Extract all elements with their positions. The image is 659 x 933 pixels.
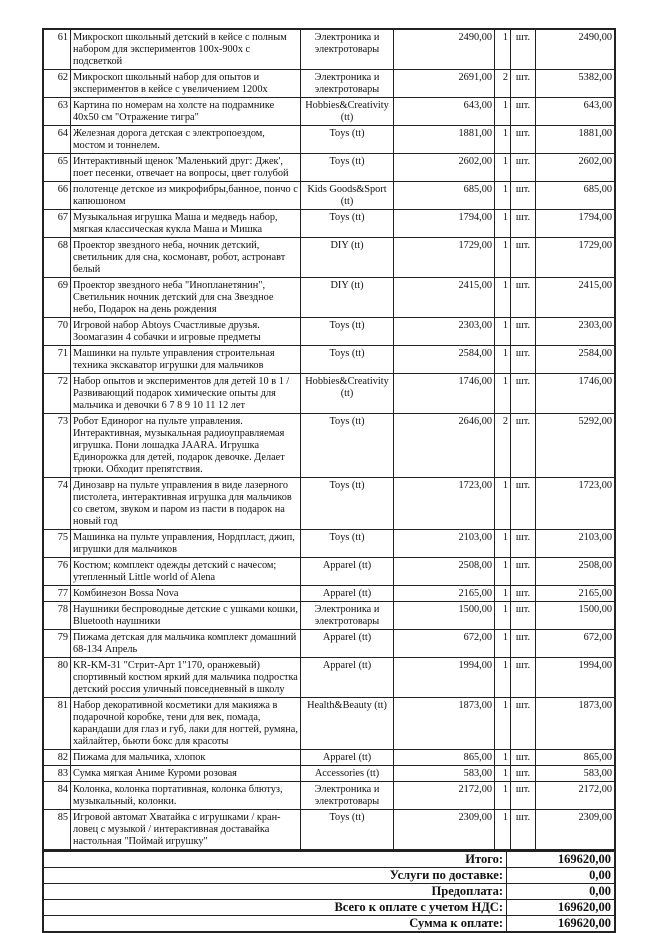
table-row xyxy=(43,750,615,766)
item-description: Проектор звездного неба, ночник детский, светильник для сна, космонавт, робот, астронавт белый xyxy=(71,238,301,278)
table-row xyxy=(43,346,615,374)
table-row xyxy=(43,414,615,478)
row-number: 65 xyxy=(43,154,71,182)
item-quantity: 1 xyxy=(495,154,511,182)
item-unit: шт. xyxy=(511,414,536,478)
item-description: Комбинезон Bossa Nova xyxy=(71,586,301,602)
item-sum: 2165,00 xyxy=(536,586,616,602)
item-unit: шт. xyxy=(511,558,536,586)
item-description: Костюм; комплект одежды детский с начесом; утепленный Little world of Alena xyxy=(71,558,301,586)
item-quantity: 1 xyxy=(495,478,511,530)
item-category: Toys (tt) xyxy=(301,346,394,374)
row-number: 69 xyxy=(43,278,71,318)
item-price: 2508,00 xyxy=(394,558,495,586)
item-price: 643,00 xyxy=(394,98,495,126)
item-description: Картина по номерам на холсте на подрамнике 40х50 см "Отражение тигра" xyxy=(71,98,301,126)
table-row xyxy=(43,558,615,586)
item-quantity: 1 xyxy=(495,182,511,210)
item-unit: шт. xyxy=(511,318,536,346)
item-description: Сумка мягкая Аниме Куроми розовая xyxy=(71,766,301,782)
item-quantity: 1 xyxy=(495,98,511,126)
row-number: 75 xyxy=(43,530,71,558)
item-quantity: 1 xyxy=(495,558,511,586)
item-price: 583,00 xyxy=(394,766,495,782)
item-unit: шт. xyxy=(511,530,536,558)
item-unit: шт. xyxy=(511,374,536,414)
item-category: Toys (tt) xyxy=(301,478,394,530)
totals-value: 0,00 xyxy=(507,884,616,900)
item-unit: шт. xyxy=(511,750,536,766)
item-quantity: 1 xyxy=(495,698,511,750)
totals-value: 169620,00 xyxy=(507,852,616,868)
item-sum: 2415,00 xyxy=(536,278,616,318)
item-description: Пижама детская для мальчика комплект домашний 68-134 Апрель xyxy=(71,630,301,658)
item-quantity: 1 xyxy=(495,658,511,698)
item-quantity: 1 xyxy=(495,750,511,766)
item-price: 1794,00 xyxy=(394,210,495,238)
item-description: Пижама для мальчика, хлопок xyxy=(71,750,301,766)
item-description: полотенце детское из микрофибры,банное, пончо с капюшоном xyxy=(71,182,301,210)
item-category: Toys (tt) xyxy=(301,154,394,182)
table-row xyxy=(43,698,615,750)
item-price: 2103,00 xyxy=(394,530,495,558)
item-quantity: 1 xyxy=(495,602,511,630)
item-sum: 865,00 xyxy=(536,750,616,766)
totals-value: 169620,00 xyxy=(507,916,616,933)
totals-value: 0,00 xyxy=(507,868,616,884)
item-description: Машинка на пульте управления, Нордпласт, джип, игрушки для мальчиков xyxy=(71,530,301,558)
item-quantity: 1 xyxy=(495,210,511,238)
totals-row xyxy=(43,884,615,900)
item-price: 1500,00 xyxy=(394,602,495,630)
row-number: 73 xyxy=(43,414,71,478)
item-category: Электроника и электротовары xyxy=(301,70,394,98)
table-row xyxy=(43,478,615,530)
table-row xyxy=(43,766,615,782)
item-price: 685,00 xyxy=(394,182,495,210)
item-sum: 1881,00 xyxy=(536,126,616,154)
item-category: Kids Goods&Sport (tt) xyxy=(301,182,394,210)
item-price: 1994,00 xyxy=(394,658,495,698)
item-unit: шт. xyxy=(511,766,536,782)
item-price: 1746,00 xyxy=(394,374,495,414)
item-price: 2165,00 xyxy=(394,586,495,602)
item-sum: 643,00 xyxy=(536,98,616,126)
item-price: 2309,00 xyxy=(394,810,495,851)
row-number: 76 xyxy=(43,558,71,586)
item-sum: 2508,00 xyxy=(536,558,616,586)
item-category: DIY (tt) xyxy=(301,278,394,318)
item-unit: шт. xyxy=(511,346,536,374)
item-price: 2415,00 xyxy=(394,278,495,318)
row-number: 70 xyxy=(43,318,71,346)
totals-row xyxy=(43,916,615,933)
item-unit: шт. xyxy=(511,698,536,750)
row-number: 81 xyxy=(43,698,71,750)
totals-label: Всего к оплате с учетом НДС: xyxy=(43,900,507,916)
table-row xyxy=(43,238,615,278)
item-sum: 2303,00 xyxy=(536,318,616,346)
item-sum: 2309,00 xyxy=(536,810,616,851)
table-row xyxy=(43,586,615,602)
invoice-document xyxy=(42,28,616,933)
item-category: Электроника и электротовары xyxy=(301,602,394,630)
row-number: 78 xyxy=(43,602,71,630)
item-sum: 2172,00 xyxy=(536,782,616,810)
row-number: 64 xyxy=(43,126,71,154)
item-price: 1729,00 xyxy=(394,238,495,278)
item-unit: шт. xyxy=(511,586,536,602)
item-quantity: 1 xyxy=(495,278,511,318)
items-table xyxy=(42,28,616,851)
item-sum: 1500,00 xyxy=(536,602,616,630)
item-sum: 1723,00 xyxy=(536,478,616,530)
item-quantity: 1 xyxy=(495,810,511,851)
row-number: 84 xyxy=(43,782,71,810)
item-description: Набор декоративной косметики для макияжа в подарочной коробке, тени для век, помада, карандаши для глаз и губ, лаки для ногтей, румяна, хайлайтер, бьюти бокс для красоты xyxy=(71,698,301,750)
item-sum: 5292,00 xyxy=(536,414,616,478)
table-row xyxy=(43,98,615,126)
table-row xyxy=(43,374,615,414)
row-number: 85 xyxy=(43,810,71,851)
totals-row xyxy=(43,900,615,916)
table-row xyxy=(43,70,615,98)
item-description: Игровой набор Abtoys Счастливые друзья. Зоомагазин 4 собачки и игровые предметы xyxy=(71,318,301,346)
item-quantity: 2 xyxy=(495,70,511,98)
item-sum: 685,00 xyxy=(536,182,616,210)
item-category: Accessories (tt) xyxy=(301,766,394,782)
table-row xyxy=(43,630,615,658)
item-description: Колонка, колонка портативная, колонка блютуз, музыкальный, колонки. xyxy=(71,782,301,810)
item-unit: шт. xyxy=(511,29,536,70)
row-number: 62 xyxy=(43,70,71,98)
item-description: KR-KM-31 "Стрит-Арт 1"170, оранжевый) спортивный костюм яркий для мальчика подростка детский россия уличный повседневный в школу xyxy=(71,658,301,698)
item-category: Hobbies&Creativity (tt) xyxy=(301,374,394,414)
item-quantity: 2 xyxy=(495,414,511,478)
table-row xyxy=(43,154,615,182)
item-description: Железная дорога детская с электропоездом, мостом и тоннелем. xyxy=(71,126,301,154)
totals-table xyxy=(42,851,616,933)
table-row xyxy=(43,278,615,318)
item-category: Health&Beauty (tt) xyxy=(301,698,394,750)
item-price: 1873,00 xyxy=(394,698,495,750)
item-description: Динозавр на пульте управления в виде лазерного пистолета, интерактивная игрушка для мальчиков со светом, звуком и паром из пасти в подарок на новый год xyxy=(71,478,301,530)
item-sum: 2103,00 xyxy=(536,530,616,558)
item-unit: шт. xyxy=(511,810,536,851)
totals-row xyxy=(43,868,615,884)
item-category: Hobbies&Creativity (tt) xyxy=(301,98,394,126)
item-price: 2646,00 xyxy=(394,414,495,478)
item-description: Наушники беспроводные детские с ушками кошки, Bluetooth наушники xyxy=(71,602,301,630)
item-unit: шт. xyxy=(511,98,536,126)
item-sum: 2602,00 xyxy=(536,154,616,182)
item-category: Электроника и электротовары xyxy=(301,29,394,70)
item-description: Микроскоп школьный набор для опытов и экспериментов в кейсе с увеличением 1200х xyxy=(71,70,301,98)
row-number: 68 xyxy=(43,238,71,278)
item-unit: шт. xyxy=(511,478,536,530)
item-category: Apparel (tt) xyxy=(301,586,394,602)
item-quantity: 1 xyxy=(495,126,511,154)
item-quantity: 1 xyxy=(495,374,511,414)
item-sum: 2490,00 xyxy=(536,29,616,70)
table-row xyxy=(43,658,615,698)
item-quantity: 1 xyxy=(495,586,511,602)
row-number: 61 xyxy=(43,29,71,70)
item-description: Микроскоп школьный детский в кейсе с полным набором для экспериментов 100х-900х с подсветкой xyxy=(71,29,301,70)
item-sum: 1873,00 xyxy=(536,698,616,750)
item-category: Toys (tt) xyxy=(301,414,394,478)
table-row xyxy=(43,810,615,851)
item-description: Музыкальная игрушка Маша и медведь набор, мягкая классическая кукла Маша и Мишка xyxy=(71,210,301,238)
row-number: 63 xyxy=(43,98,71,126)
row-number: 71 xyxy=(43,346,71,374)
item-unit: шт. xyxy=(511,658,536,698)
item-category: Toys (tt) xyxy=(301,318,394,346)
item-description: Игровой автомат Хватайка с игрушками / кран-ловец с музыкой / интерактивная доставайка настольная "Поймай игрушку" xyxy=(71,810,301,851)
table-row xyxy=(43,318,615,346)
item-unit: шт. xyxy=(511,602,536,630)
row-number: 80 xyxy=(43,658,71,698)
item-sum: 1729,00 xyxy=(536,238,616,278)
totals-label: Итого: xyxy=(43,852,507,868)
item-quantity: 1 xyxy=(495,29,511,70)
row-number: 79 xyxy=(43,630,71,658)
table-row xyxy=(43,782,615,810)
item-price: 1881,00 xyxy=(394,126,495,154)
row-number: 72 xyxy=(43,374,71,414)
item-price: 672,00 xyxy=(394,630,495,658)
item-price: 2172,00 xyxy=(394,782,495,810)
item-sum: 2584,00 xyxy=(536,346,616,374)
item-quantity: 1 xyxy=(495,346,511,374)
row-number: 82 xyxy=(43,750,71,766)
totals-label: Сумма к оплате: xyxy=(43,916,507,933)
item-quantity: 1 xyxy=(495,782,511,810)
table-row xyxy=(43,126,615,154)
item-unit: шт. xyxy=(511,278,536,318)
item-unit: шт. xyxy=(511,210,536,238)
item-price: 2691,00 xyxy=(394,70,495,98)
item-unit: шт. xyxy=(511,70,536,98)
item-category: Apparel (tt) xyxy=(301,750,394,766)
table-row xyxy=(43,602,615,630)
totals-label: Услуги по доставке: xyxy=(43,868,507,884)
item-category: Apparel (tt) xyxy=(301,658,394,698)
item-unit: шт. xyxy=(511,782,536,810)
item-sum: 672,00 xyxy=(536,630,616,658)
row-number: 83 xyxy=(43,766,71,782)
item-category: Toys (tt) xyxy=(301,210,394,238)
item-category: Toys (tt) xyxy=(301,810,394,851)
row-number: 66 xyxy=(43,182,71,210)
item-unit: шт. xyxy=(511,126,536,154)
item-category: Toys (tt) xyxy=(301,126,394,154)
item-price: 2584,00 xyxy=(394,346,495,374)
item-quantity: 1 xyxy=(495,530,511,558)
item-category: Электроника и электротовары xyxy=(301,782,394,810)
item-description: Интерактивный щенок 'Маленький друг: Джек', поет песенки, отвечает на вопросы, цвет голубой xyxy=(71,154,301,182)
item-category: Apparel (tt) xyxy=(301,558,394,586)
row-number: 77 xyxy=(43,586,71,602)
item-unit: шт. xyxy=(511,630,536,658)
totals-label: Предоплата: xyxy=(43,884,507,900)
table-row xyxy=(43,182,615,210)
item-price: 1723,00 xyxy=(394,478,495,530)
item-quantity: 1 xyxy=(495,238,511,278)
item-price: 2602,00 xyxy=(394,154,495,182)
item-price: 2490,00 xyxy=(394,29,495,70)
item-sum: 1746,00 xyxy=(536,374,616,414)
item-sum: 583,00 xyxy=(536,766,616,782)
table-row xyxy=(43,530,615,558)
item-category: DIY (tt) xyxy=(301,238,394,278)
item-category: Toys (tt) xyxy=(301,530,394,558)
item-description: Набор опытов и экспериментов для детей 10 в 1 / Развивающий подарок химические опыты для мальчика и девочки 6 7 8 9 10 11 12 лет xyxy=(71,374,301,414)
table-row xyxy=(43,29,615,70)
item-sum: 1994,00 xyxy=(536,658,616,698)
item-category: Apparel (tt) xyxy=(301,630,394,658)
row-number: 67 xyxy=(43,210,71,238)
item-unit: шт. xyxy=(511,154,536,182)
row-number: 74 xyxy=(43,478,71,530)
table-row xyxy=(43,210,615,238)
item-description: Робот Единорог на пульте управления. Интерактивная, музыкальная радиоуправляемая игрушка. Пони лошадка JAARA. Игрушка Единорожка для детей, подарок девочке. Делает трюки. Обходит препятствия. xyxy=(71,414,301,478)
totals-value: 169620,00 xyxy=(507,900,616,916)
item-unit: шт. xyxy=(511,238,536,278)
item-unit: шт. xyxy=(511,182,536,210)
totals-row xyxy=(43,852,615,868)
item-description: Проектор звездного неба "Инопланетянин", Светильник ночник детский для сна Звездное небо, Подарок на день рождения xyxy=(71,278,301,318)
item-sum: 5382,00 xyxy=(536,70,616,98)
item-price: 865,00 xyxy=(394,750,495,766)
item-quantity: 1 xyxy=(495,766,511,782)
item-sum: 1794,00 xyxy=(536,210,616,238)
item-price: 2303,00 xyxy=(394,318,495,346)
item-quantity: 1 xyxy=(495,318,511,346)
item-description: Машинки на пульте управления строительная техника экскаватор игрушки для мальчиков xyxy=(71,346,301,374)
item-quantity: 1 xyxy=(495,630,511,658)
